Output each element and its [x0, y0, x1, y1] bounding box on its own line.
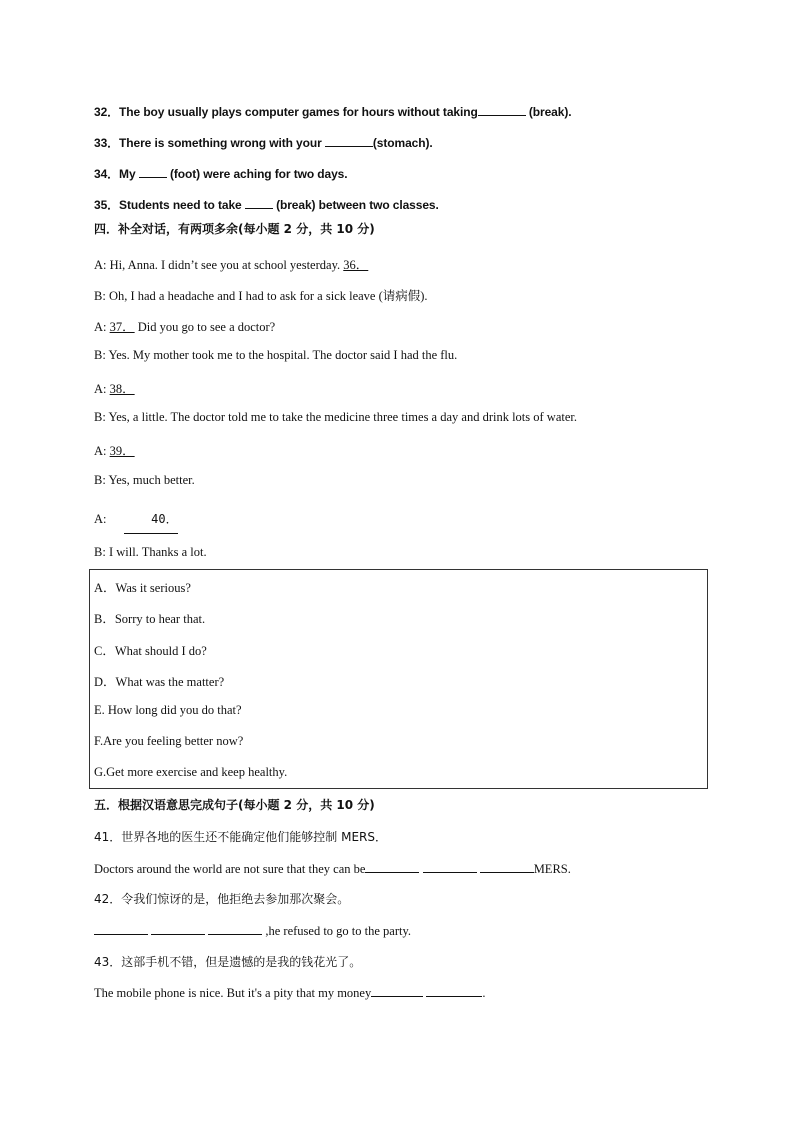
dialogue-text: Yes, a little. The doctor told me to take the medicine three times a day and drink lots of water. — [108, 410, 578, 424]
q32-hint: (break). — [525, 105, 572, 119]
question-43-chinese: 43．这部手机不错，但是遗憾的是我的钱花光了。 — [94, 955, 362, 969]
q35-blank[interactable] — [245, 196, 273, 209]
q41-blank-1[interactable] — [365, 860, 419, 873]
q32-blank[interactable] — [478, 103, 526, 116]
q41-sentence: Doctors around the world are not sure that they can be — [94, 862, 366, 876]
section4-heading: 四．补全对话，有两项多余(每小题 2 分，共 10 分) — [94, 222, 375, 236]
speaker-label: B: — [94, 348, 106, 362]
q35-hint: (break) between two classes. — [272, 198, 439, 212]
dialogue-line-2 — [94, 286, 428, 304]
options-box — [89, 569, 708, 789]
section5-heading: 五．根据汉语意思完成句子(每小题 2 分，共 10 分) — [94, 798, 375, 812]
question-32 — [94, 103, 571, 120]
speaker-label: B: — [94, 545, 106, 559]
q33-hint: (stomach). — [372, 136, 433, 150]
question-42-chinese: 42．令我们惊讶的是，他拒绝去参加那次聚会。 — [94, 892, 350, 906]
q34-hint: (foot) were aching for two days. — [166, 167, 348, 181]
q41-blank-3[interactable] — [480, 860, 534, 873]
dialogue-text: Yes, much better. — [108, 473, 195, 487]
option-f[interactable]: F.Are you feeling better now? — [94, 734, 244, 748]
q42-blank-1[interactable] — [94, 922, 148, 935]
question-41-chinese: 41．世界各地的医生还不能确定他们能够控制 MERS． — [94, 830, 387, 844]
speaker-label: A: — [94, 382, 107, 396]
q43-sentence: The mobile phone is nice. But it's a pity that my money — [94, 986, 372, 1000]
q41-blank-2[interactable] — [423, 860, 477, 873]
dialogue-line-7 — [94, 441, 135, 459]
speaker-label: A: — [94, 444, 107, 458]
dialogue-text: I will. Thanks a lot. — [108, 545, 207, 559]
option-c[interactable]: C．What should I do? — [94, 644, 207, 658]
option-b[interactable]: B．Sorry to hear that. — [94, 612, 206, 626]
dialogue-line-10 — [94, 545, 207, 560]
dialogue-text: Yes. My mother took me to the hospital. The doctor said I had the flu. — [108, 348, 458, 362]
q41-sentence-end: MERS. — [533, 862, 571, 876]
q42-sentence: ,he refused to go to the party. — [262, 924, 412, 938]
question-34 — [94, 165, 347, 182]
speaker-label: A: — [94, 320, 107, 334]
dialogue-line-4 — [94, 348, 457, 363]
option-a[interactable]: A．Was it serious? — [94, 581, 191, 595]
answer-blank-36[interactable]: 36． — [343, 258, 369, 272]
answer-blank-37[interactable]: 37． — [109, 320, 135, 334]
q43-blank-2[interactable] — [426, 984, 482, 997]
dialogue-line-5 — [94, 379, 135, 397]
dialogue-line-3 — [94, 317, 275, 335]
dialogue-text: Oh, I had a headache and I had to ask for a sick leave (请病假). — [108, 289, 428, 303]
question-42-english — [94, 922, 411, 939]
question-35 — [94, 196, 439, 213]
answer-blank-40[interactable]: 40． — [124, 510, 178, 534]
speaker-label: B: — [94, 473, 106, 487]
speaker-label: A: — [94, 258, 107, 272]
question-43-english — [94, 984, 485, 1001]
q33-text: 33．There is something wrong with your — [94, 136, 325, 150]
option-g[interactable]: G.Get more exercise and keep healthy. — [94, 765, 288, 779]
dialogue-line-6 — [94, 410, 577, 425]
dialogue-line-8 — [94, 473, 195, 488]
option-d[interactable]: D．What was the matter? — [94, 675, 225, 689]
q43-blank-1[interactable] — [371, 984, 423, 997]
question-41-english — [94, 860, 571, 877]
q34-blank[interactable] — [139, 165, 167, 178]
dialogue-line-1 — [94, 255, 368, 273]
q42-blank-2[interactable] — [151, 922, 205, 935]
speaker-label: B: — [94, 289, 106, 303]
dialogue-text: Did you go to see a doctor? — [137, 320, 276, 334]
q43-sentence-end: . — [482, 986, 486, 1000]
q32-text: 32．The boy usually plays computer games for hours without taking — [94, 105, 478, 119]
speaker-label: B: — [94, 410, 106, 424]
answer-blank-39[interactable]: 39． — [109, 444, 135, 458]
dialogue-line-9 — [94, 510, 178, 534]
dialogue-text: Hi, Anna. I didn’t see you at school yesterday. — [109, 258, 341, 272]
q35-text: 35．Students need to take — [94, 198, 245, 212]
q42-blank-3[interactable] — [208, 922, 262, 935]
answer-blank-38[interactable]: 38． — [109, 382, 135, 396]
question-33 — [94, 134, 433, 151]
option-e[interactable]: E. How long did you do that? — [94, 703, 242, 717]
q34-text: 34．My — [94, 167, 139, 181]
q33-blank[interactable] — [325, 134, 373, 147]
speaker-label: A: — [94, 512, 107, 526]
